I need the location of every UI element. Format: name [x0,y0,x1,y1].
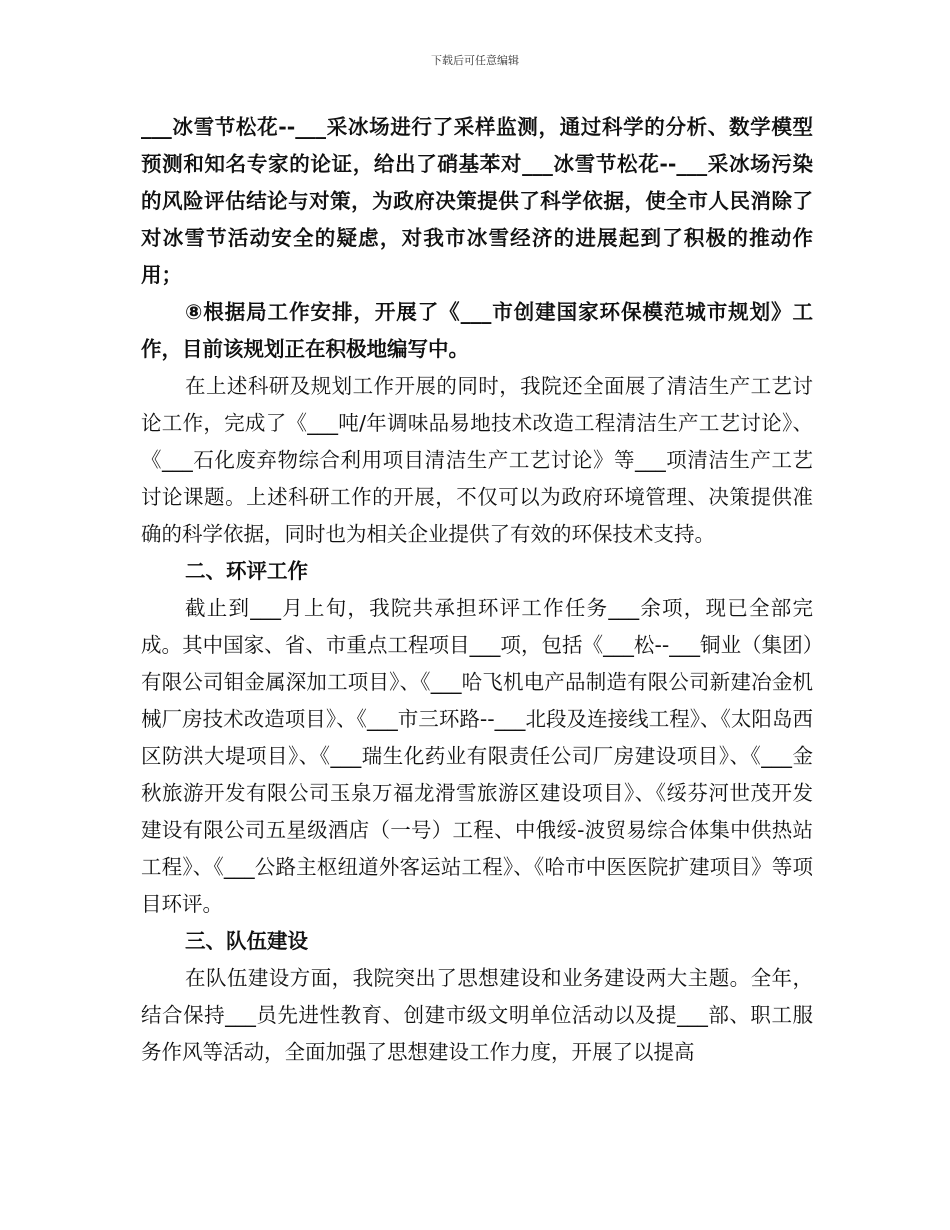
paragraph-clean-production: 在上述科研及规划工作开展的同时，我院还全面展了清洁生产工艺讨论工作，完成了《___吨/年调味品易地技术改造工程清洁生产工艺讨论》、《___石化废弃物综合利用项目清洁生产工艺讨论》等___项清洁生产工艺讨论课题。上述科研工作的开展，不仅可以为政府环境管理、决策提供准确的科学依据，同时也为相关企业提供了有效的环保技术支持。 [141,374,813,546]
paragraph-planning-task: ⑧根据局工作安排，开展了《___市创建国家环保模范城市规划》工作，目前该规划正在积极地编写中。 [141,300,813,361]
paragraph-team-building: 在队伍建设方面，我院突出了思想建设和业务建设两大主题。全年，结合保持___员先进性教育、创建市级文明单位活动以及提___部、职工服务作风等活动，全面加强了思想建设工作力度，开展了以提高 [141,966,813,1064]
section-heading-team: 三、队伍建设 [185,929,308,953]
section-heading-eia: 二、环评工作 [185,559,308,583]
page-header: 下载后可任意编辑 [431,54,519,67]
paragraph-eia-projects: 截止到___月上旬，我院共承担环评工作任务___余项，现已全部完成。其中国家、省、市重点工程项目___项，包括《___松--___铜业（集团）有限公司钼金属深加工项目》、《___哈飞机电产品制造有限公司新建冶金机械厂房技术改造项目》、《___市三环路--___北段及连接线工程》、《太阳岛西区防洪大堤项目》、《___瑞生化药业有限责任公司厂房建设项目》、《___金秋旅游开发有限公司玉泉万福龙滑雪旅游区建设项目》、《绥芬河世茂开发建设有限公司五星级酒店（一号）工程、中俄绥-波贸易综合体集中供热站工程》、《___公路主枢纽道外客运站工程》、《哈市中医医院扩建项目》等项目环评。 [141,596,813,916]
paragraph-sampling-monitoring: ___冰雪节松花--___采冰场进行了采样监测，通过科学的分析、数学模型预测和知名专家的论证，给出了硝基苯对___冰雪节松花--___采冰场污染的风险评估结论与对策，为政府决策提供了科学依据，使全市人民消除了对冰雪节活动安全的疑虑，对我市冰雪经济的进展起到了积极的推动作用； [141,115,813,287]
document-body [141,109,813,1071]
